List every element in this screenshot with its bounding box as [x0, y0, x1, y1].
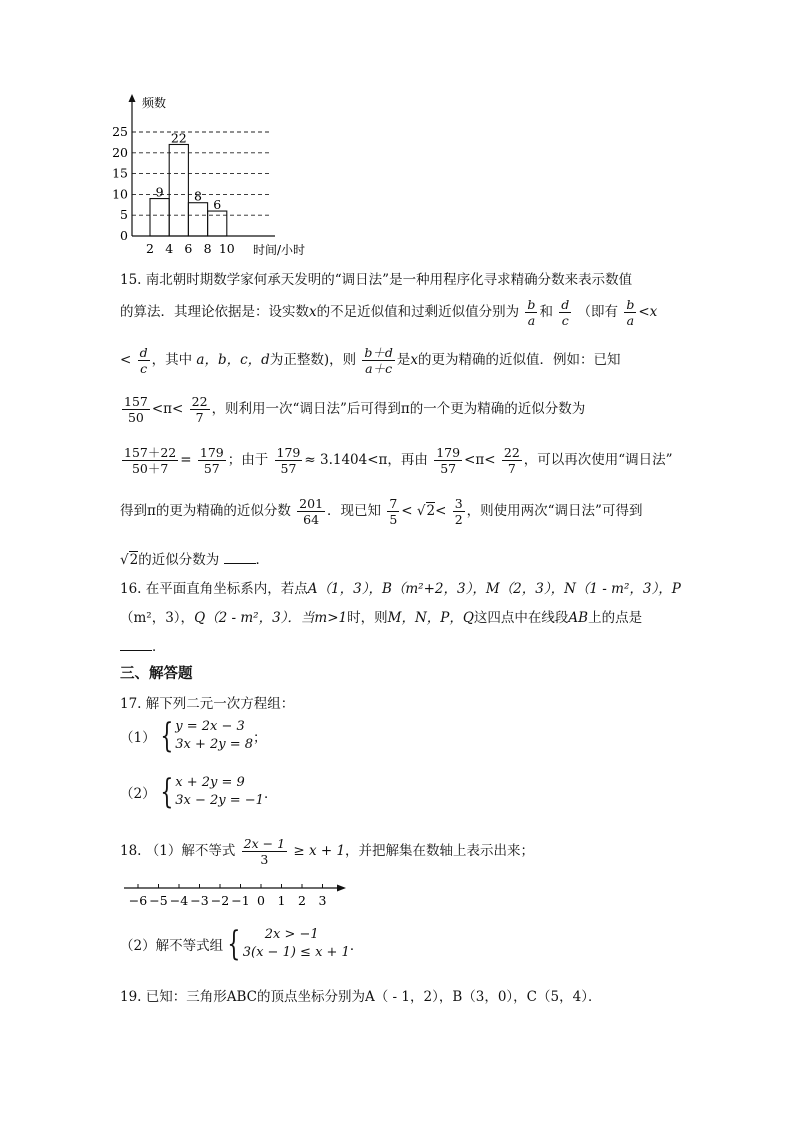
number-line-arrow [337, 885, 346, 892]
y-tick-label: 25 [112, 124, 128, 139]
histogram-bar [150, 199, 169, 236]
number-line-tick-label: −5 [149, 893, 168, 908]
y-tick-label: 20 [112, 144, 128, 160]
q15-line-6: 得到π的更为精确的近似分数 $\frac{201}{64}$ ．现已知 $\frac{7}{5}$ < √2< $\frac{3}{2}$ ，则使用两次“调日法”可得到 [120, 496, 643, 527]
histogram-bar [169, 144, 188, 236]
y-tick-label: 0 [120, 228, 128, 243]
y-tick-label: 5 [120, 207, 128, 223]
number-line-tick-label: −4 [169, 893, 189, 908]
number-line-tick-label: 1 [277, 893, 286, 908]
q16-line-2: （m²，3），Q（2 - m²，3）．当m>1时，则M，N，P，Q这四点中在线段AB上的点是 [120, 610, 643, 626]
y-axis-arrow [129, 94, 136, 102]
answer-blank-16[interactable] [120, 638, 152, 651]
x-tick-label: 6 [184, 241, 193, 256]
bar-value-label: 9 [155, 184, 164, 200]
q18-part-1: 18. （1）解不等式 $\frac{2x - 1}{3}$ ≥ x + 1，并把解集在数轴上表示出来； [120, 836, 535, 867]
q19-text: 19. 已知：三角形ABC的顶点坐标分别为A（ - 1，2），B（3，0），C（5，4）． [120, 989, 602, 1005]
q17-part-2: （2） { x + 2y = 9 3x − 2y = −1． [120, 772, 278, 812]
q17-title: 17. 解下列二元一次方程组： [120, 696, 295, 712]
x-tick-label: 2 [146, 241, 154, 256]
number-line-tick-label: −2 [210, 893, 230, 908]
q15-line-4: $\frac{157}{50}$ <π< $\frac{22}{7}$ ，则利用一次“调日法”后可得到π的一个更为精确的近似分数为 [124, 394, 586, 425]
q15-line-3: < $\frac{d}{c}$ ，其中 a，b，c，d为正整数)，则 $\frac{b+d}{a+c}$ 是x的更为精确的近似值．例如：已知 [120, 345, 621, 376]
x-axis-label: 时间/小时 [253, 243, 306, 257]
number-line-tick-label: 0 [257, 893, 265, 908]
number-line-tick-label: −3 [190, 893, 209, 908]
q15-line-1: 15. 南北朝时期数学家何承天发明的“调日法”是一种用程序化寻求精确分数来表示数值 [120, 272, 633, 288]
q15-line-2: 的算法．其理论依据是：设实数x的不足近似值和过剩近似值分别为 $\frac{b}{a}$ 和 $\frac{d}{c}$ （即有 $\frac{b}{a}$ <x [120, 297, 658, 328]
q18-part-2: （2）解不等式组 { 2x > −1 3(x − 1) ≤ x + 1． [120, 924, 364, 964]
frequency-histogram [110, 88, 340, 258]
x-tick-label: 10 [218, 241, 235, 256]
y-tick-label: 15 [112, 165, 128, 181]
y-tick-label: 10 [112, 186, 128, 202]
x-tick-label: 4 [165, 241, 174, 256]
x-tick-label: 8 [203, 241, 212, 256]
q16-line-1: 16. 在平面直角坐标系内，若点A（1，3），B（m²+2，3），M（2，3），N（1 - m²，3），P [120, 581, 681, 597]
q15-line-5: $\frac{157+22}{50+7}$ = $\frac{179}{57}$ ；由于 $\frac{179}{57}$ ≈ 3.1404<π，再由 $\frac{179}{57}$ <π< $\frac{22}{7}$ ，可以再次使用“调日法” [124, 445, 673, 476]
q16-line-3: ． [120, 635, 166, 655]
sqrt-2: √2 [416, 503, 436, 519]
number-line-tick-label: −6 [128, 893, 148, 908]
answer-blank-15[interactable] [224, 551, 256, 564]
q15-line-7: √2的近似分数为 ． [120, 552, 269, 568]
number-line-tick-label: 2 [298, 893, 306, 908]
section-heading: 三、解答题 [120, 666, 193, 682]
number-line-tick-label: −1 [231, 893, 250, 908]
bar-value-label: 8 [194, 188, 202, 204]
number-line [120, 878, 350, 908]
y-axis-label: 频数 [142, 96, 167, 110]
q17-part-1: （1） { y = 2x − 3 3x + 2y = 8； [120, 716, 267, 756]
histogram-bar [188, 203, 207, 236]
bar-value-label: 22 [170, 130, 187, 146]
number-line-tick-label: 3 [318, 893, 327, 908]
bar-value-label: 6 [213, 197, 222, 213]
